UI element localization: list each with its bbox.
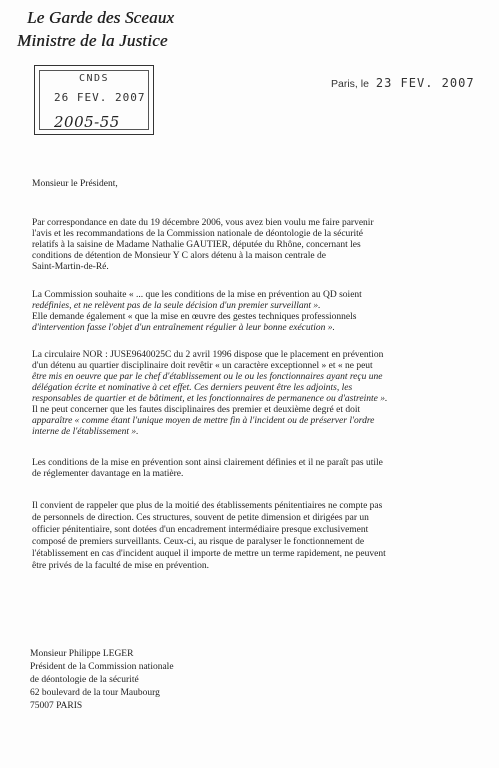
salutation: Monsieur le Président,: [32, 179, 118, 189]
reception-stamp: [34, 65, 154, 135]
paragraph-line: d'un détenu au quartier disciplinaire doit revêtir « un caractère exceptionnel » et « ne peut: [32, 361, 373, 371]
paragraph-line: conditions de détention de Monsieur Y C alors détenu à la maison centrale de: [32, 251, 326, 261]
paragraph-line: d'intervention fasse l'objet d'un entraînement régulier à leur bonne exécution ».: [32, 323, 335, 333]
paragraph-line: l'avis et les recommandations de la Commission nationale de déontologie de la sécurité: [32, 229, 363, 239]
paragraph-line: Elle demande également « que la mise en œuvre des gestes techniques professionnels: [32, 312, 357, 322]
paragraph-line: La circulaire NOR : JUSE9640025C du 2 avril 1996 dispose que le placement en prévention: [32, 350, 384, 360]
dateline: [331, 76, 475, 90]
paragraph-line: de réglementer davantage en la matière.: [32, 469, 184, 479]
paragraph-line: Il ne peut concerner que les fautes disciplinaires des premier et deuxième degré et doit: [32, 405, 361, 415]
letterhead-title: Le Garde des Sceaux: [27, 8, 175, 27]
paragraph-line: l'établissement en cas d'incident auquel il importe de mettre un terme rapidement, ne peuvent: [32, 549, 386, 559]
paragraph-line: de personnels de direction. Ces structures, souvent de petite dimension et dirigées par un: [32, 513, 369, 523]
paragraph-line: Il convient de rappeler que plus de la moitié des établissements pénitentiaires ne compte pas: [32, 501, 383, 511]
reception-stamp-frame: [39, 70, 149, 130]
paragraph-line: officier pénitentiaire, sont dotées d'un encadrement intermédiaire presque exclusivement: [32, 525, 369, 535]
paragraph-line: composé de premiers surveillants. Ceux-ci, au risque de paralyser le fonctionnement de: [32, 537, 365, 547]
paragraph-line: redéfinies, et ne relèvent pas de la seule décision d'un premier surveillant ».: [32, 301, 321, 311]
paragraph-line: délégation écrite et nominative à cet effet. Ces derniers peuvent être les adjoints, les: [32, 383, 353, 393]
dateline-date: 23 FEV. 2007: [375, 76, 475, 90]
paragraph-line: être privés de la faculté de mise en prévention.: [32, 561, 209, 571]
paragraph-line: interne de l'établissement ».: [32, 427, 139, 437]
recipient-title: Président de la Commission nationale: [30, 662, 174, 672]
paragraph-line: apparaître « comme étant l'unique moyen de mettre fin à l'incident ou de préserver l'ordre: [32, 416, 375, 426]
paragraph-line: Par correspondance en date du 19 décembre 2006, vous avez bien voulu me faire parvenir: [32, 218, 374, 228]
recipient-title-cont: de déontologie de la sécurité: [30, 675, 139, 685]
letterhead-ministry: Ministre de la Justice: [17, 31, 168, 50]
recipient-name: Monsieur Philippe LEGER: [30, 649, 134, 659]
stamp-date: 26 FEV. 2007: [54, 91, 146, 104]
stamp-file-number: 2005-55: [54, 113, 120, 131]
paragraph-line: être mis en oeuvre que par le chef d'établissement ou le ou les fonctionnaires ayant reçu une: [32, 372, 383, 382]
paragraph-line: La Commission souhaite « ... que les conditions de la mise en prévention au QD soient: [32, 290, 362, 300]
recipient-city: 75007 PARIS: [30, 701, 83, 711]
stamp-organization: CNDS: [78, 73, 110, 84]
paragraph-line: Les conditions de la mise en prévention sont ainsi clairement définies et il ne paraît pas utile: [32, 458, 383, 468]
recipient-street: 62 boulevard de la tour Maubourg: [30, 688, 160, 698]
paragraph-line: responsables de quartier et de bâtiment, et les fonctionnaires de permanence ou d'astreinte ».: [32, 394, 388, 404]
paragraph-line: Saint-Martin-de-Ré.: [32, 262, 109, 272]
dateline-place: Paris, le: [331, 78, 369, 90]
paragraph-line: relatifs à la saisine de Madame Nathalie GAUTIER, députée du Rhône, concernant les: [32, 240, 361, 250]
